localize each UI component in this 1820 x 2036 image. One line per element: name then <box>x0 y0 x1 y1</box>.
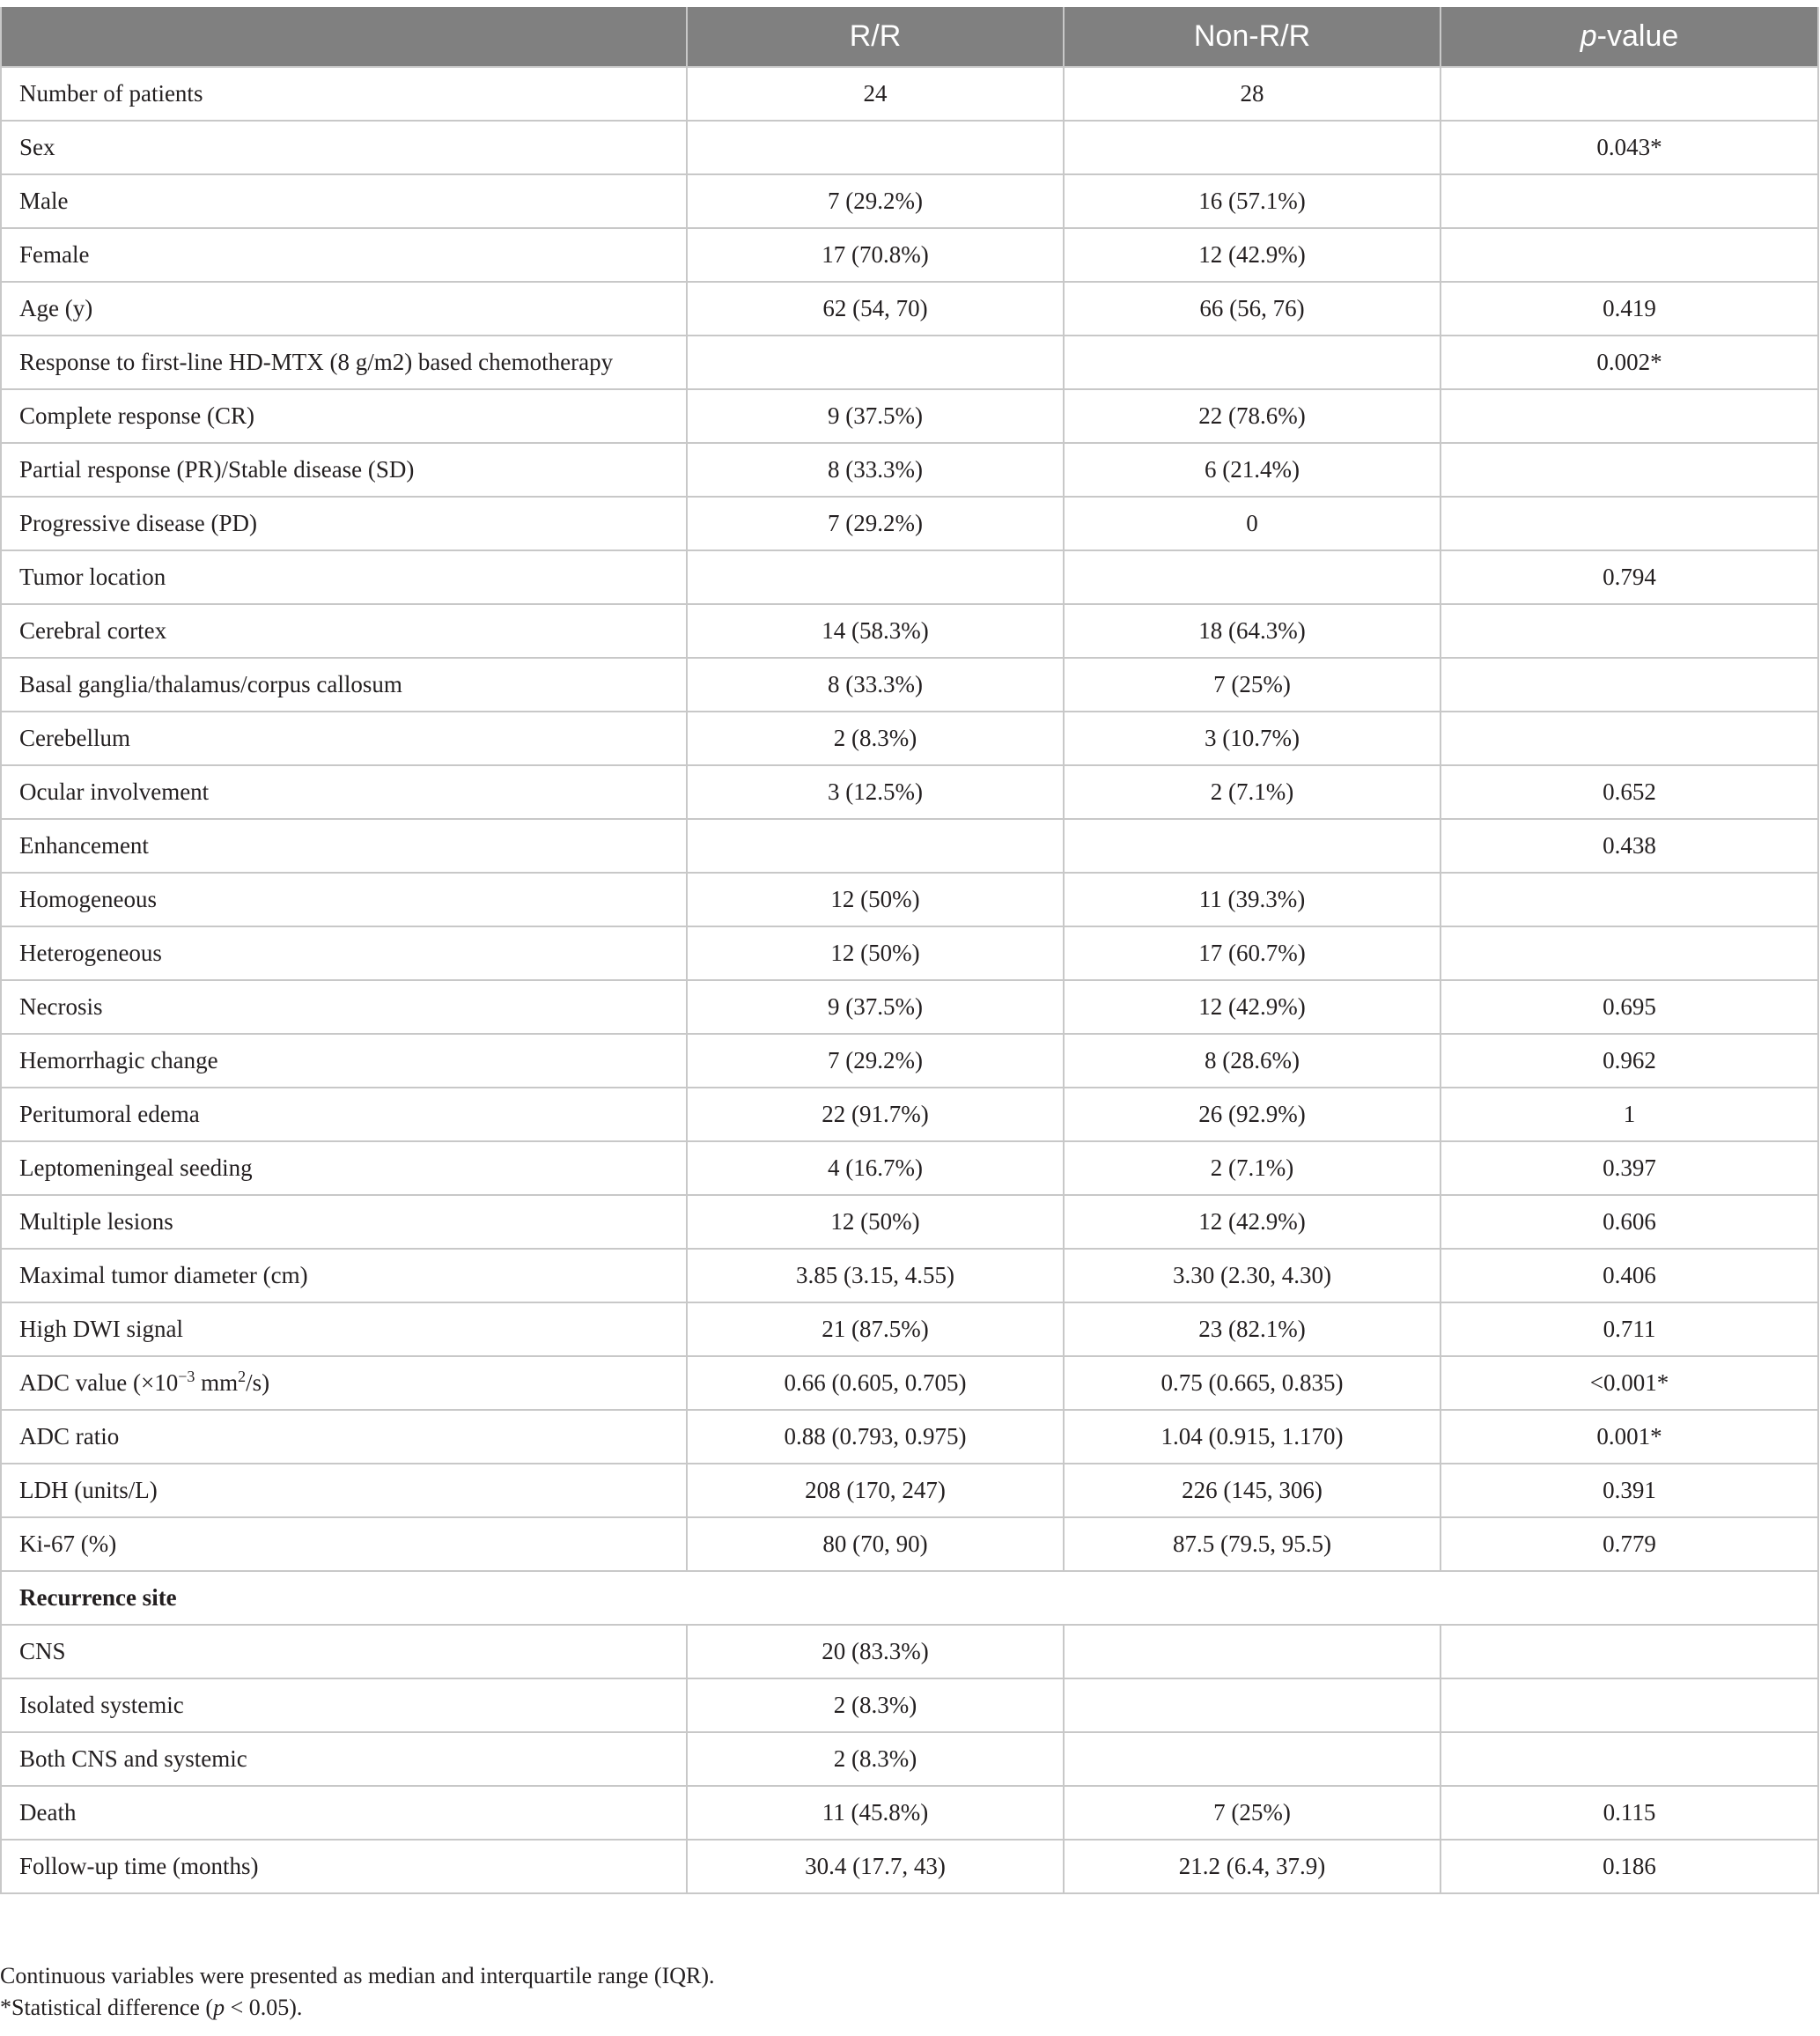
row-non-rr-value: 17 (60.7%) <box>1064 926 1441 980</box>
row-non-rr-value <box>1064 1732 1441 1786</box>
row-non-rr-value: 226 (145, 306) <box>1064 1464 1441 1517</box>
row-non-rr-value: 12 (42.9%) <box>1064 228 1441 282</box>
row-non-rr-value <box>1064 1625 1441 1678</box>
row-label: Follow-up time (months) <box>1 1840 687 1893</box>
row-p-value: 0.794 <box>1441 550 1818 604</box>
section-label: Recurrence site <box>1 1571 1818 1625</box>
row-rr-value: 4 (16.7%) <box>687 1141 1064 1195</box>
row-p-value <box>1441 228 1818 282</box>
row-rr-value: 3.85 (3.15, 4.55) <box>687 1249 1064 1302</box>
row-p-value: 0.397 <box>1441 1141 1818 1195</box>
row-p-value <box>1441 1625 1818 1678</box>
section-row-recurrence-site <box>1 1571 1818 1625</box>
row-non-rr-value: 12 (42.9%) <box>1064 1195 1441 1249</box>
row-non-rr-value: 2 (7.1%) <box>1064 765 1441 819</box>
table-row <box>1 1088 1818 1141</box>
table-row <box>1 926 1818 980</box>
row-non-rr-value <box>1064 336 1441 389</box>
row-non-rr-value: 0.75 (0.665, 0.835) <box>1064 1356 1441 1410</box>
row-p-value: 0.652 <box>1441 765 1818 819</box>
row-p-value <box>1441 604 1818 658</box>
table-row <box>1 336 1818 389</box>
header-p-italic: p <box>1580 19 1597 53</box>
row-rr-value: 20 (83.3%) <box>687 1625 1064 1678</box>
row-p-value: 0.406 <box>1441 1249 1818 1302</box>
row-label: Isolated systemic <box>1 1678 687 1732</box>
row-p-value <box>1441 67 1818 121</box>
row-p-value: 0.002* <box>1441 336 1818 389</box>
row-p-value: 0.711 <box>1441 1302 1818 1356</box>
row-label: Age (y) <box>1 282 687 336</box>
row-non-rr-value: 1.04 (0.915, 1.170) <box>1064 1410 1441 1464</box>
row-rr-value <box>687 819 1064 873</box>
row-rr-value: 14 (58.3%) <box>687 604 1064 658</box>
row-p-value <box>1441 658 1818 712</box>
row-non-rr-value: 87.5 (79.5, 95.5) <box>1064 1517 1441 1571</box>
row-label-part: mm <box>195 1369 239 1396</box>
row-p-value: 0.115 <box>1441 1786 1818 1840</box>
table-row <box>1 1517 1818 1571</box>
row-non-rr-value: 7 (25%) <box>1064 1786 1441 1840</box>
row-label: Multiple lesions <box>1 1195 687 1249</box>
row-rr-value: 11 (45.8%) <box>687 1786 1064 1840</box>
row-label: Progressive disease (PD) <box>1 497 687 550</box>
footnote-significance <box>0 1992 1814 2024</box>
table-row <box>1 819 1818 873</box>
row-label: Peritumoral edema <box>1 1088 687 1141</box>
header-rr: R/R <box>687 7 1064 67</box>
row-p-value <box>1441 1732 1818 1786</box>
row-label: Death <box>1 1786 687 1840</box>
table-row <box>1 67 1818 121</box>
row-rr-value: 24 <box>687 67 1064 121</box>
row-label: Necrosis <box>1 980 687 1034</box>
row-label: Maximal tumor diameter (cm) <box>1 1249 687 1302</box>
table-row <box>1 1195 1818 1249</box>
table-row <box>1 712 1818 765</box>
table-footnotes <box>0 1960 1814 2024</box>
row-label: Both CNS and systemic <box>1 1732 687 1786</box>
row-non-rr-value <box>1064 121 1441 174</box>
row-label: Enhancement <box>1 819 687 873</box>
row-label-part: /s) <box>246 1369 270 1396</box>
table-row <box>1 1410 1818 1464</box>
row-rr-value: 7 (29.2%) <box>687 1034 1064 1088</box>
row-rr-value: 2 (8.3%) <box>687 712 1064 765</box>
row-p-value <box>1441 389 1818 443</box>
row-label-superscript: −3 <box>178 1368 195 1385</box>
row-rr-value: 12 (50%) <box>687 926 1064 980</box>
row-non-rr-value: 22 (78.6%) <box>1064 389 1441 443</box>
row-non-rr-value: 12 (42.9%) <box>1064 980 1441 1034</box>
row-label: CNS <box>1 1625 687 1678</box>
row-non-rr-value: 3.30 (2.30, 4.30) <box>1064 1249 1441 1302</box>
row-p-value: 0.779 <box>1441 1517 1818 1571</box>
row-label: High DWI signal <box>1 1302 687 1356</box>
header-row <box>1 7 1818 67</box>
row-rr-value: 21 (87.5%) <box>687 1302 1064 1356</box>
table-row <box>1 282 1818 336</box>
row-rr-value: 8 (33.3%) <box>687 443 1064 497</box>
row-label: Cerebellum <box>1 712 687 765</box>
row-non-rr-value: 11 (39.3%) <box>1064 873 1441 926</box>
table-row <box>1 497 1818 550</box>
row-label <box>1 1356 687 1410</box>
row-rr-value: 7 (29.2%) <box>687 174 1064 228</box>
header-variable <box>1 7 687 67</box>
row-label: Tumor location <box>1 550 687 604</box>
row-rr-value: 7 (29.2%) <box>687 497 1064 550</box>
row-p-value <box>1441 712 1818 765</box>
row-p-value: 0.043* <box>1441 121 1818 174</box>
characteristics-table-container <box>0 7 1817 1894</box>
row-p-value <box>1441 497 1818 550</box>
row-label: Cerebral cortex <box>1 604 687 658</box>
row-p-value: 0.001* <box>1441 1410 1818 1464</box>
table-row <box>1 550 1818 604</box>
table-row <box>1 1732 1818 1786</box>
row-label: Ocular involvement <box>1 765 687 819</box>
row-label: LDH (units/L) <box>1 1464 687 1517</box>
table-row <box>1 1034 1818 1088</box>
row-non-rr-value: 26 (92.9%) <box>1064 1088 1441 1141</box>
row-p-value: 1 <box>1441 1088 1818 1141</box>
table-row <box>1 604 1818 658</box>
row-non-rr-value <box>1064 1678 1441 1732</box>
row-rr-value <box>687 336 1064 389</box>
table-row <box>1 980 1818 1034</box>
row-rr-value: 0.66 (0.605, 0.705) <box>687 1356 1064 1410</box>
table-row <box>1 658 1818 712</box>
table-row <box>1 1625 1818 1678</box>
table-row <box>1 1464 1818 1517</box>
row-non-rr-value: 0 <box>1064 497 1441 550</box>
table-row <box>1 1678 1818 1732</box>
row-p-value <box>1441 926 1818 980</box>
row-non-rr-value: 66 (56, 76) <box>1064 282 1441 336</box>
row-rr-value: 22 (91.7%) <box>687 1088 1064 1141</box>
row-rr-value <box>687 550 1064 604</box>
footnote-sig-post: < 0.05). <box>225 1995 303 2020</box>
row-rr-value: 30.4 (17.7, 43) <box>687 1840 1064 1893</box>
row-non-rr-value <box>1064 550 1441 604</box>
footnote-sig-p: p <box>213 1995 225 2020</box>
row-rr-value: 17 (70.8%) <box>687 228 1064 282</box>
row-p-value: 0.606 <box>1441 1195 1818 1249</box>
row-rr-value: 12 (50%) <box>687 873 1064 926</box>
row-label-superscript: 2 <box>238 1368 247 1385</box>
row-rr-value: 9 (37.5%) <box>687 389 1064 443</box>
row-rr-value: 208 (170, 247) <box>687 1464 1064 1517</box>
table-row <box>1 1840 1818 1893</box>
table-row <box>1 765 1818 819</box>
characteristics-table <box>0 7 1819 1894</box>
table-body <box>1 67 1818 1893</box>
row-rr-value: 80 (70, 90) <box>687 1517 1064 1571</box>
row-label: Female <box>1 228 687 282</box>
row-label: Ki-67 (%) <box>1 1517 687 1571</box>
header-non-rr: Non-R/R <box>1064 7 1441 67</box>
table-row <box>1 228 1818 282</box>
row-label: Male <box>1 174 687 228</box>
row-rr-value: 2 (8.3%) <box>687 1732 1064 1786</box>
row-rr-value: 0.88 (0.793, 0.975) <box>687 1410 1064 1464</box>
header-p-rest: -value <box>1596 19 1679 53</box>
row-non-rr-value: 16 (57.1%) <box>1064 174 1441 228</box>
row-label: Complete response (CR) <box>1 389 687 443</box>
row-p-value: 0.391 <box>1441 1464 1818 1517</box>
row-p-value: 0.186 <box>1441 1840 1818 1893</box>
table-row <box>1 1302 1818 1356</box>
row-p-value: 0.695 <box>1441 980 1818 1034</box>
row-non-rr-value <box>1064 819 1441 873</box>
table-header <box>1 7 1818 67</box>
row-rr-value: 3 (12.5%) <box>687 765 1064 819</box>
row-p-value: 0.438 <box>1441 819 1818 873</box>
row-p-value: 0.419 <box>1441 282 1818 336</box>
table-row <box>1 1786 1818 1840</box>
row-label: Basal ganglia/thalamus/corpus callosum <box>1 658 687 712</box>
row-label: ADC ratio <box>1 1410 687 1464</box>
row-non-rr-value: 23 (82.1%) <box>1064 1302 1441 1356</box>
row-label: Homogeneous <box>1 873 687 926</box>
row-label: Number of patients <box>1 67 687 121</box>
row-non-rr-value: 6 (21.4%) <box>1064 443 1441 497</box>
row-label: Response to first-line HD-MTX (8 g/m2) based chemotherapy <box>1 336 687 389</box>
footnote-continuous: Continuous variables were presented as median and interquartile range (IQR). <box>0 1963 715 1988</box>
row-p-value <box>1441 1678 1818 1732</box>
row-label: Sex <box>1 121 687 174</box>
row-rr-value: 62 (54, 70) <box>687 282 1064 336</box>
row-rr-value <box>687 121 1064 174</box>
table-row <box>1 1141 1818 1195</box>
row-non-rr-value: 2 (7.1%) <box>1064 1141 1441 1195</box>
header-p-value <box>1441 7 1818 67</box>
footnote-sig-pre: *Statistical difference ( <box>0 1995 214 2020</box>
row-p-value <box>1441 443 1818 497</box>
row-rr-value: 8 (33.3%) <box>687 658 1064 712</box>
row-non-rr-value: 21.2 (6.4, 37.9) <box>1064 1840 1441 1893</box>
table-row <box>1 873 1818 926</box>
row-label: Leptomeningeal seeding <box>1 1141 687 1195</box>
table-row <box>1 1356 1818 1410</box>
table-row <box>1 174 1818 228</box>
row-non-rr-value: 18 (64.3%) <box>1064 604 1441 658</box>
table-row <box>1 389 1818 443</box>
row-rr-value: 9 (37.5%) <box>687 980 1064 1034</box>
row-p-value <box>1441 873 1818 926</box>
table-row <box>1 121 1818 174</box>
row-rr-value: 12 (50%) <box>687 1195 1064 1249</box>
row-label: Heterogeneous <box>1 926 687 980</box>
row-p-value <box>1441 174 1818 228</box>
row-label-part: ADC value (×10 <box>19 1369 179 1396</box>
row-non-rr-value: 8 (28.6%) <box>1064 1034 1441 1088</box>
row-p-value: 0.962 <box>1441 1034 1818 1088</box>
row-non-rr-value: 7 (25%) <box>1064 658 1441 712</box>
row-p-value: <0.001* <box>1441 1356 1818 1410</box>
row-label: Partial response (PR)/Stable disease (SD) <box>1 443 687 497</box>
table-row <box>1 1249 1818 1302</box>
row-non-rr-value: 3 (10.7%) <box>1064 712 1441 765</box>
table-row <box>1 443 1818 497</box>
row-rr-value: 2 (8.3%) <box>687 1678 1064 1732</box>
row-non-rr-value: 28 <box>1064 67 1441 121</box>
row-label: Hemorrhagic change <box>1 1034 687 1088</box>
